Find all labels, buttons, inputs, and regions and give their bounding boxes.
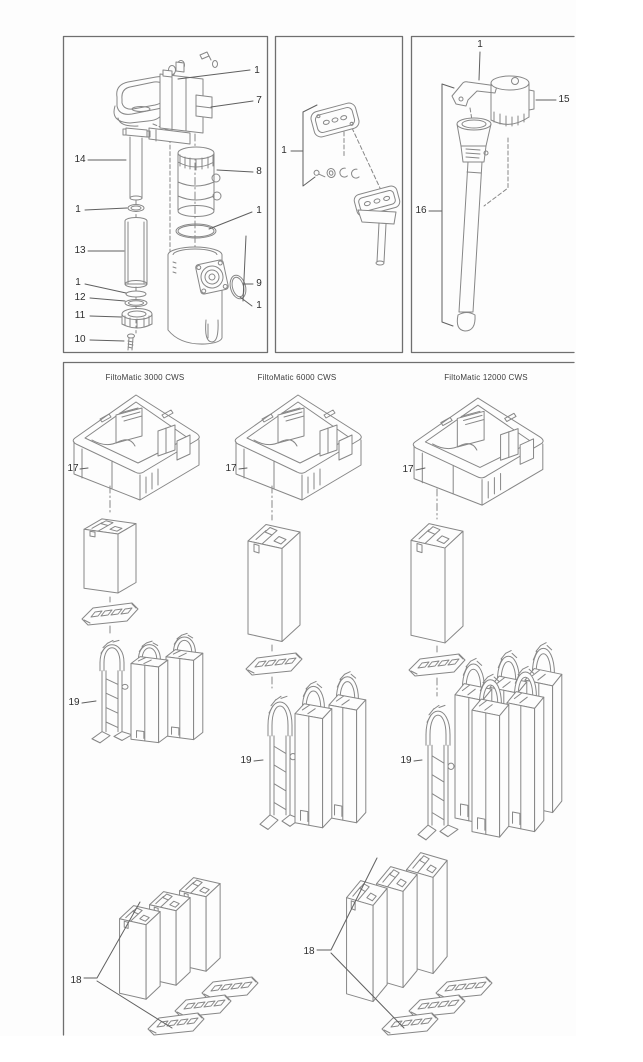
part-callout: 1 bbox=[281, 145, 287, 156]
foam-cartridge bbox=[131, 641, 168, 742]
foam-cartridge bbox=[295, 681, 332, 827]
clip-plate bbox=[246, 653, 302, 675]
model-title-6000: FiltoMatic 6000 CWS bbox=[257, 373, 337, 382]
part-callout: 12 bbox=[74, 292, 86, 303]
rack-19 bbox=[418, 705, 458, 839]
part-callout: 17 bbox=[67, 463, 79, 474]
part-callout: 1 bbox=[75, 277, 81, 288]
foam-block bbox=[248, 525, 300, 642]
clip-plate bbox=[202, 977, 258, 999]
part-callout: 1 bbox=[254, 65, 260, 76]
filter-media-art bbox=[73, 395, 562, 1035]
part-callout: 10 bbox=[74, 334, 86, 345]
part-callout: 13 bbox=[74, 245, 86, 256]
part-callout: 1 bbox=[477, 39, 483, 50]
part-callout: 14 bbox=[74, 154, 86, 165]
gasket-set-art bbox=[291, 101, 401, 265]
rack-19 bbox=[92, 640, 132, 742]
clip-plate bbox=[409, 654, 465, 676]
part-callout: 11 bbox=[74, 310, 86, 321]
foam-block bbox=[411, 524, 463, 643]
clip-plate bbox=[82, 603, 138, 625]
clip-plate bbox=[382, 1013, 438, 1035]
intake-unit-art bbox=[429, 52, 556, 331]
part-callout: 19 bbox=[400, 755, 412, 766]
basket-17 bbox=[413, 398, 543, 505]
part-callout: 17 bbox=[402, 464, 414, 475]
foam-cartridge bbox=[329, 672, 366, 823]
part-callout: 7 bbox=[256, 95, 262, 106]
clip-plate bbox=[148, 1013, 204, 1035]
part-callout: 19 bbox=[240, 755, 252, 766]
part-callout: 15 bbox=[558, 94, 570, 105]
basket-17 bbox=[235, 395, 361, 500]
part-callout: 18 bbox=[70, 975, 82, 986]
model-title-12000: FiltoMatic 12000 CWS bbox=[444, 373, 528, 382]
part-callout: 1 bbox=[256, 205, 262, 216]
foam-cartridge bbox=[166, 633, 203, 739]
clip-plate bbox=[436, 977, 492, 999]
part-callout: 9 bbox=[256, 278, 262, 289]
basket-17 bbox=[73, 395, 199, 500]
part-callout: 8 bbox=[256, 166, 262, 177]
clip-plate bbox=[175, 995, 231, 1017]
clip-plate bbox=[409, 995, 465, 1017]
foam-block-18 bbox=[347, 881, 388, 1002]
foam-block-18 bbox=[120, 906, 161, 1000]
uvc-unit-art bbox=[85, 52, 253, 350]
model-title-3000: FiltoMatic 3000 CWS bbox=[105, 373, 185, 382]
part-callout: 19 bbox=[68, 697, 80, 708]
part-callout: 17 bbox=[225, 463, 237, 474]
part-callout: 1 bbox=[75, 204, 81, 215]
foam-block bbox=[84, 519, 136, 593]
part-callout: 18 bbox=[303, 946, 315, 957]
part-callout: 16 bbox=[415, 205, 427, 216]
rack-19 bbox=[260, 696, 300, 829]
part-callout: 1 bbox=[256, 300, 262, 311]
panel-borders bbox=[64, 37, 575, 1036]
